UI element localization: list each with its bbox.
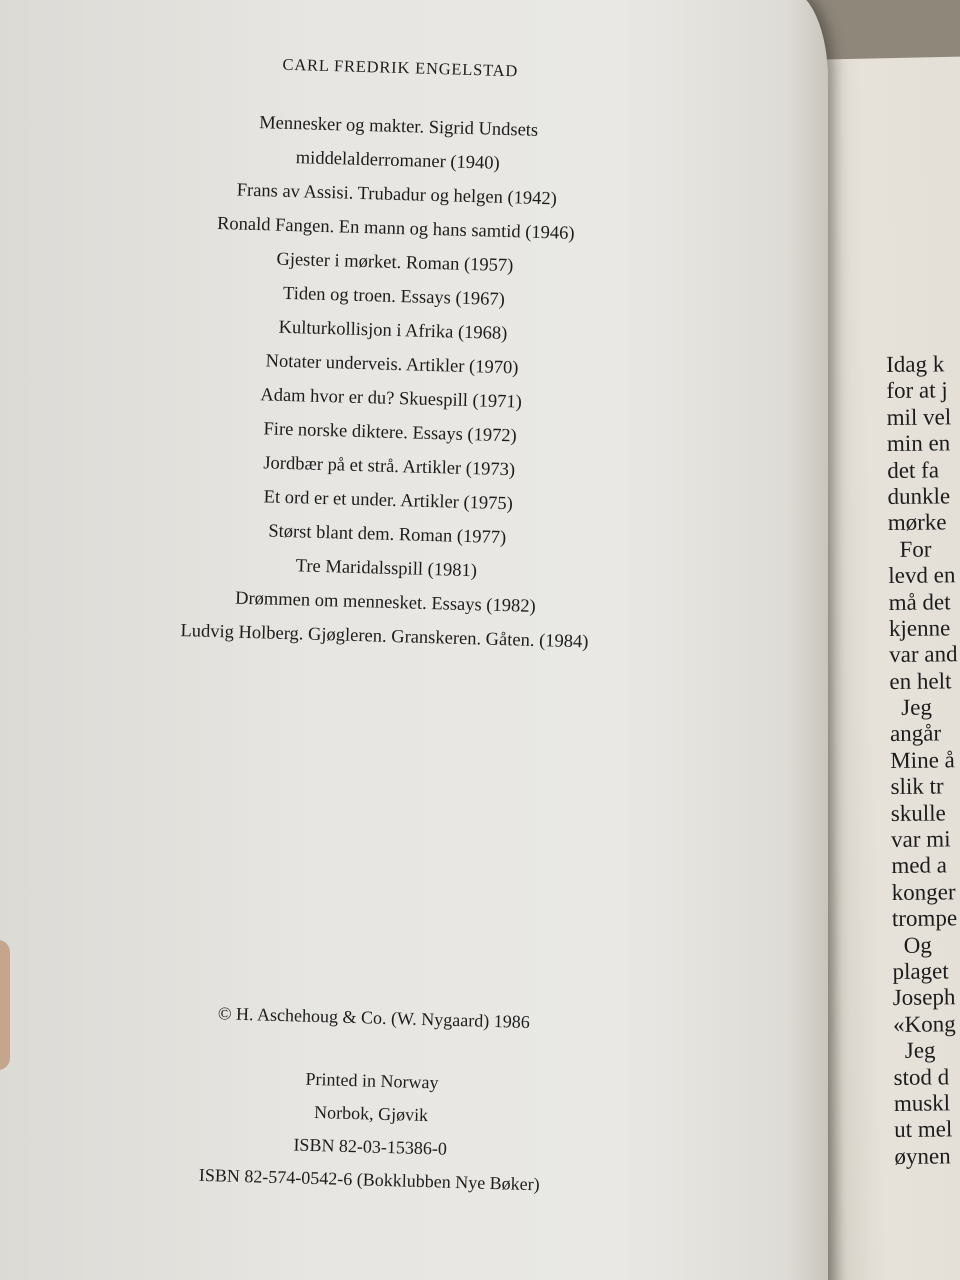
right-page-text bbox=[886, 351, 960, 1170]
right-page-line: «Kong bbox=[892, 1011, 956, 1037]
book-entry: Jordbær på et strå. Artikler (1973) bbox=[263, 453, 516, 481]
right-page-line: plaget bbox=[892, 958, 949, 984]
printer-line: Norbok, Gjøvik bbox=[313, 1102, 429, 1126]
right-page-line: må det bbox=[888, 588, 951, 615]
right-page-line: kjenne bbox=[888, 615, 951, 641]
book-entry: Tiden og troen. Essays (1967) bbox=[282, 283, 506, 311]
right-page-line: for at j bbox=[886, 377, 948, 404]
right-page-line: Mine å bbox=[890, 747, 955, 773]
right-page-line: øynen bbox=[894, 1143, 951, 1169]
right-page-line: stod d bbox=[893, 1063, 950, 1090]
right-page-line: mil vel bbox=[886, 404, 952, 430]
right-page-line: var and bbox=[889, 641, 958, 668]
right-page-line: For bbox=[887, 536, 932, 562]
bibliography-list bbox=[0, 99, 799, 665]
author-name: CARL FREDRIK ENGELSTAD bbox=[282, 54, 519, 81]
right-page-line: Idag k bbox=[886, 351, 945, 377]
right-page-line: Jeg bbox=[893, 1037, 936, 1064]
book-entry: Drømmen om mennesket. Essays (1982) bbox=[234, 588, 536, 617]
book-entry: middelalderromaner (1940) bbox=[295, 148, 500, 174]
right-page-line: det fa bbox=[887, 457, 940, 483]
right-page-line: trompe bbox=[891, 905, 958, 932]
book-entry: Et ord er et under. Artikler (1975) bbox=[263, 487, 514, 515]
right-page-line: muskl bbox=[893, 1090, 951, 1116]
right-page-line: mørke bbox=[887, 509, 947, 536]
book-entry: Adam hvor er du? Skuespill (1971) bbox=[260, 385, 523, 413]
isbn-line: ISBN 82-03-15386-0 bbox=[293, 1134, 448, 1159]
right-page-line: min en bbox=[886, 430, 951, 457]
right-page-line: levd en bbox=[888, 562, 956, 589]
book-entry: Ronald Fangen. En mann og hans samtid (1946) bbox=[216, 213, 575, 244]
right-page-line: ut mel bbox=[894, 1116, 953, 1143]
right-page-line: Og bbox=[892, 932, 932, 958]
copyright-line: © H. Aschehoug & Co. (W. Nygaard) 1986 bbox=[217, 1003, 531, 1032]
right-page-line: Jeg bbox=[889, 694, 933, 721]
book-entry: Mennesker og makter. Sigrid Undsets bbox=[258, 113, 539, 141]
book-entry: Ludvig Holberg. Gjøgleren. Granskeren. Gåten. (1984) bbox=[180, 621, 589, 653]
right-page-line: slik tr bbox=[890, 773, 944, 800]
right-page-line: skulle bbox=[890, 800, 946, 826]
book-entry: Gjester i mørket. Roman (1957) bbox=[276, 249, 514, 277]
book-entry: Frans av Assisi. Trubadur og helgen (1942) bbox=[236, 180, 558, 210]
right-page-line: Joseph bbox=[892, 984, 956, 1011]
book-entry: Tre Maridalsspill (1981) bbox=[295, 556, 478, 582]
right-page-line: med a bbox=[891, 852, 948, 879]
right-page-line: var mi bbox=[890, 826, 951, 853]
imprint-block bbox=[0, 990, 774, 1207]
book-entry: Kulturkollisjon i Afrika (1968) bbox=[278, 317, 508, 345]
right-page-line: angår bbox=[889, 720, 942, 747]
book-entry: Notater underveis. Artikler (1970) bbox=[265, 351, 519, 379]
printed-line: Printed in Norway bbox=[305, 1068, 439, 1093]
right-page-line: en helt bbox=[889, 668, 952, 694]
right-page-line: konger bbox=[891, 879, 956, 905]
isbn-line: ISBN 82-574-0542-6 (Bokklubben Nye Bøker) bbox=[198, 1164, 540, 1195]
right-page-line: dunkle bbox=[887, 483, 951, 509]
book-entry: Fire norske diktere. Essays (1972) bbox=[263, 419, 518, 447]
book-entry: Størst blant dem. Roman (1977) bbox=[268, 521, 507, 549]
